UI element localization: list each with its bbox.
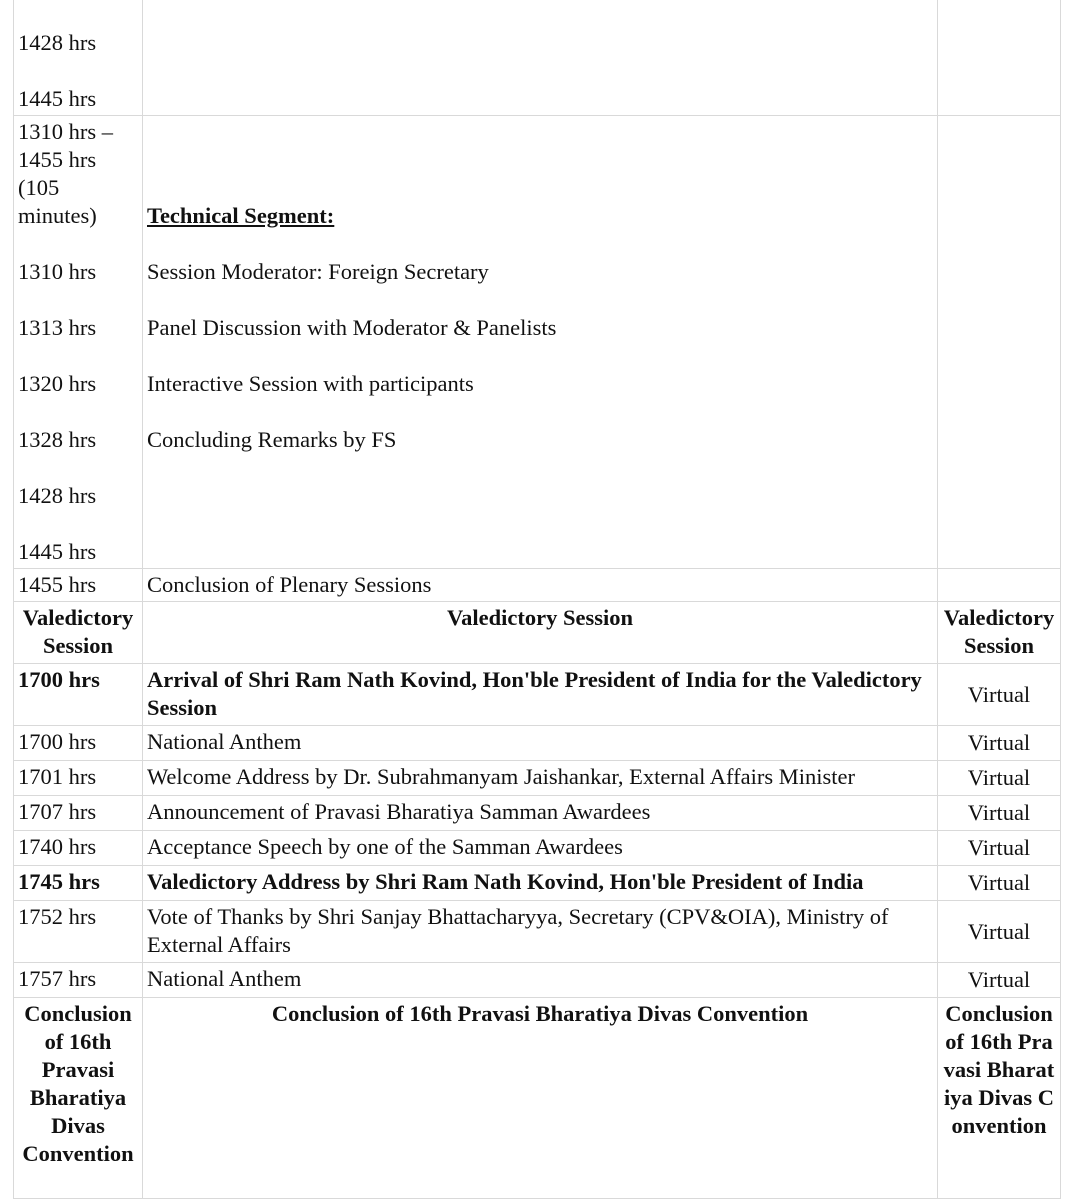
time-line: 1428 hrs — [18, 483, 97, 508]
mode-cell: Virtual — [938, 761, 1061, 796]
table-row — [14, 866, 1061, 901]
schedule-table — [13, 0, 1061, 1199]
table-row — [14, 761, 1061, 796]
time-line — [18, 398, 138, 426]
table-row — [14, 831, 1061, 866]
event-cell — [143, 116, 938, 569]
section-header-time: Valedictory Session — [14, 602, 143, 664]
event-cell — [143, 0, 938, 116]
conclusion-mode-cell: Conclusion of 16th Pravasi Bharatiya Divas Convention — [938, 998, 1061, 1199]
segment-heading: Technical Segment: — [147, 203, 335, 228]
time-line — [18, 1, 138, 29]
conclusion-event-cell: Conclusion of 16th Pravasi Bharatiya Divas Convention — [143, 998, 938, 1199]
time-line — [18, 57, 138, 85]
time-cell: 1455 hrs — [14, 569, 143, 602]
time-line — [18, 510, 138, 538]
event-cell: Arrival of Shri Ram Nath Kovind, Hon'ble President of India for the Valedictory Session — [143, 664, 938, 726]
event-cell: Vote of Thanks by Shri Sanjay Bhattacharyya, Secretary (CPV&OIA), Ministry of External Affairs — [143, 901, 938, 963]
time-line: minutes) — [18, 203, 97, 228]
time-line: 1455 hrs — [18, 147, 97, 172]
mode-cell: Virtual — [938, 866, 1061, 901]
mode-cell: Virtual — [938, 901, 1061, 963]
time-cell — [14, 0, 143, 116]
segment-item: Panel Discussion with Moderator & Panelists — [147, 315, 557, 340]
event-cell: Announcement of Pravasi Bharatiya Samman Awardees — [143, 796, 938, 831]
mode-cell: Virtual — [938, 831, 1061, 866]
time-cell: 1701 hrs — [14, 761, 143, 796]
time-line: 1310 hrs — [18, 259, 97, 284]
mode-cell: Virtual — [938, 963, 1061, 998]
mode-cell: Virtual — [938, 664, 1061, 726]
time-line — [18, 286, 138, 314]
event-cell: National Anthem — [143, 963, 938, 998]
table-row — [14, 726, 1061, 761]
event-cell: National Anthem — [143, 726, 938, 761]
conclusion-time-cell: Conclusion of 16th Pravasi Bharatiya Divas Convention — [14, 998, 143, 1199]
time-line — [18, 230, 138, 258]
time-cell: 1700 hrs — [14, 664, 143, 726]
time-line — [18, 342, 138, 370]
time-line: 1320 hrs — [18, 371, 97, 396]
time-cell — [14, 116, 143, 569]
time-cell: 1700 hrs — [14, 726, 143, 761]
time-line: (105 — [18, 175, 60, 200]
table-row — [14, 796, 1061, 831]
table-row — [14, 116, 1061, 569]
time-cell: 1757 hrs — [14, 963, 143, 998]
event-cell: Valedictory Address by Shri Ram Nath Kovind, Hon'ble President of India — [143, 866, 938, 901]
mode-cell — [938, 0, 1061, 116]
mode-cell: Virtual — [938, 796, 1061, 831]
time-line — [18, 454, 138, 482]
table-row — [14, 0, 1061, 116]
time-cell: 1707 hrs — [14, 796, 143, 831]
section-header-mode: Valedictory Session — [938, 602, 1061, 664]
event-cell: Conclusion of Plenary Sessions — [143, 569, 938, 602]
time-line: 1445 hrs — [18, 86, 97, 111]
time-line: 1328 hrs — [18, 427, 97, 452]
section-header-event: Valedictory Session — [143, 602, 938, 664]
conclusion-row — [14, 998, 1061, 1199]
time-line: 1310 hrs – — [18, 119, 113, 144]
section-header-row — [14, 602, 1061, 664]
time-cell: 1752 hrs — [14, 901, 143, 963]
table-row — [14, 664, 1061, 726]
mode-cell — [938, 569, 1061, 602]
table-row — [14, 963, 1061, 998]
table-row — [14, 901, 1061, 963]
mode-cell: Virtual — [938, 726, 1061, 761]
event-cell: Acceptance Speech by one of the Samman Awardees — [143, 831, 938, 866]
time-line: 1428 hrs — [18, 30, 97, 55]
mode-cell — [938, 116, 1061, 569]
segment-item: Interactive Session with participants — [147, 371, 474, 396]
time-line: 1445 hrs — [18, 539, 97, 564]
time-cell: 1745 hrs — [14, 866, 143, 901]
time-line: 1313 hrs — [18, 315, 97, 340]
time-cell: 1740 hrs — [14, 831, 143, 866]
segment-item: Concluding Remarks by FS — [147, 427, 397, 452]
event-cell: Welcome Address by Dr. Subrahmanyam Jaishankar, External Affairs Minister — [143, 761, 938, 796]
segment-item: Session Moderator: Foreign Secretary — [147, 259, 489, 284]
table-row — [14, 569, 1061, 602]
